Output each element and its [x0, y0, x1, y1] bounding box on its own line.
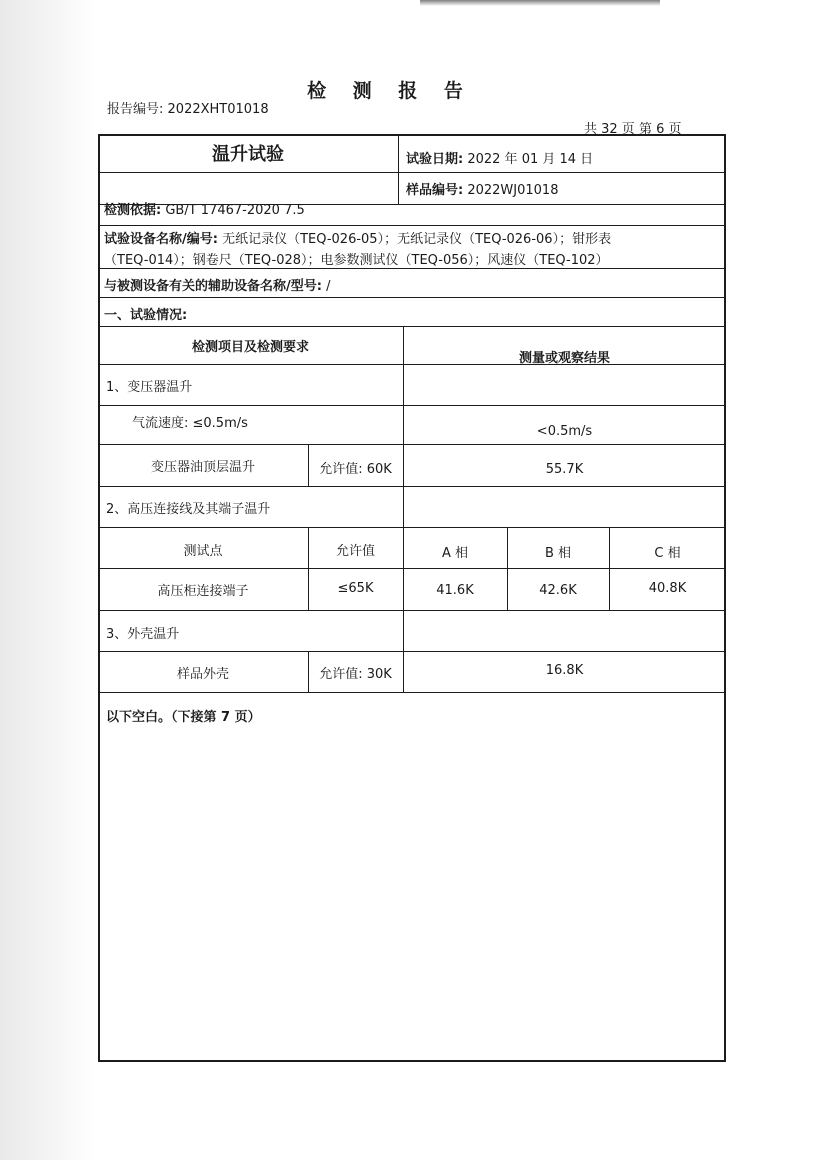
scan-edge-shadow — [0, 0, 96, 1160]
rule — [98, 692, 726, 693]
airflow-result: <0.5m/s — [536, 424, 593, 439]
rule — [398, 134, 399, 204]
rule — [98, 225, 726, 226]
oil-temp-rise-allowed: 允许值: 60K — [319, 462, 392, 477]
airflow-requirement: 气流速度: ≤0.5m/s — [132, 416, 248, 431]
rule — [609, 527, 610, 610]
footer-note: 以下空白。（下接第 7 页） — [106, 710, 261, 725]
page-info: 共 32 页 第 6 页 — [584, 122, 682, 137]
shell-label: 样品外壳 — [176, 667, 229, 682]
test-date-value: 2022 年 01 月 14 日 — [467, 152, 594, 167]
hv-phase-a-value: 41.6K — [436, 583, 474, 598]
rule — [98, 268, 726, 269]
hv-col-phase-c: C 相 — [654, 546, 681, 561]
hv-col-allowed: 允许值 — [335, 544, 375, 559]
hv-heading: 2、高压连接线及其端子温升 — [106, 502, 271, 517]
aux-equipment-label: 与被测设备有关的辅助设备名称/型号: — [104, 279, 322, 294]
aux-equipment-value: / — [326, 279, 331, 294]
report-number-value: 2022XHT01018 — [167, 102, 269, 117]
oil-temp-rise-result: 55.7K — [545, 462, 584, 477]
equipment-value-1: 无纸记录仪（TEQ-026-05）；无纸记录仪（TEQ-026-06）；钳形表 — [222, 232, 612, 247]
hv-phase-b-value: 42.6K — [539, 583, 577, 598]
rule — [98, 444, 726, 445]
test-date-label: 试验日期: — [406, 152, 464, 167]
aux-equipment — [104, 275, 330, 294]
column-header-items: 检测项目及检测要求 — [191, 340, 309, 355]
oil-temp-rise-label: 变压器油顶层温升 — [150, 460, 255, 475]
equipment-label: 试验设备名称/编号: — [104, 232, 218, 247]
rule — [98, 486, 726, 487]
sample-number-label: 样品编号: — [406, 183, 464, 198]
sample-number — [406, 179, 558, 198]
hv-col-phase-b: B 相 — [544, 546, 572, 561]
hv-col-test-point: 测试点 — [183, 544, 223, 559]
hv-allowed: ≤65K — [337, 581, 374, 596]
section-heading: 一、试验情况: — [104, 308, 188, 323]
hv-test-point: 高压柜连接端子 — [157, 584, 249, 599]
report-number — [107, 98, 269, 117]
sample-number-value: 2022WJ01018 — [467, 183, 559, 198]
test-name: 温升试验 — [212, 144, 284, 165]
rule — [98, 651, 726, 652]
test-basis — [104, 199, 305, 218]
hv-phase-c-value: 40.8K — [648, 581, 687, 596]
report-number-label: 报告编号: — [107, 102, 164, 117]
rule — [98, 527, 726, 528]
rule — [98, 610, 726, 611]
hv-col-phase-a: A 相 — [441, 546, 469, 561]
document-title: 检 测 报 告 — [307, 80, 473, 102]
rule — [98, 297, 726, 298]
column-header-results: 测量或观察结果 — [518, 351, 610, 366]
rule — [98, 172, 726, 173]
rule — [403, 326, 404, 692]
equipment-line-1 — [104, 228, 611, 247]
shell-result: 16.8K — [545, 663, 584, 678]
scan-top-shadow — [420, 0, 660, 6]
test-basis-label: 检测依据: — [104, 203, 162, 218]
equipment-value-2: （TEQ-014）；钢卷尺（TEQ-028）；电参数测试仪（TEQ-056）；风速仪（TEQ-102） — [104, 253, 609, 268]
rule — [98, 326, 726, 327]
test-basis-value: GB/T 17467-2020 7.5 — [165, 203, 305, 218]
transformer-heading: 1、变压器温升 — [106, 380, 193, 395]
test-date — [406, 148, 593, 167]
shell-allowed: 允许值: 30K — [319, 667, 392, 682]
shell-heading: 3、外壳温升 — [106, 627, 180, 642]
rule — [98, 405, 726, 406]
rule — [98, 568, 726, 569]
